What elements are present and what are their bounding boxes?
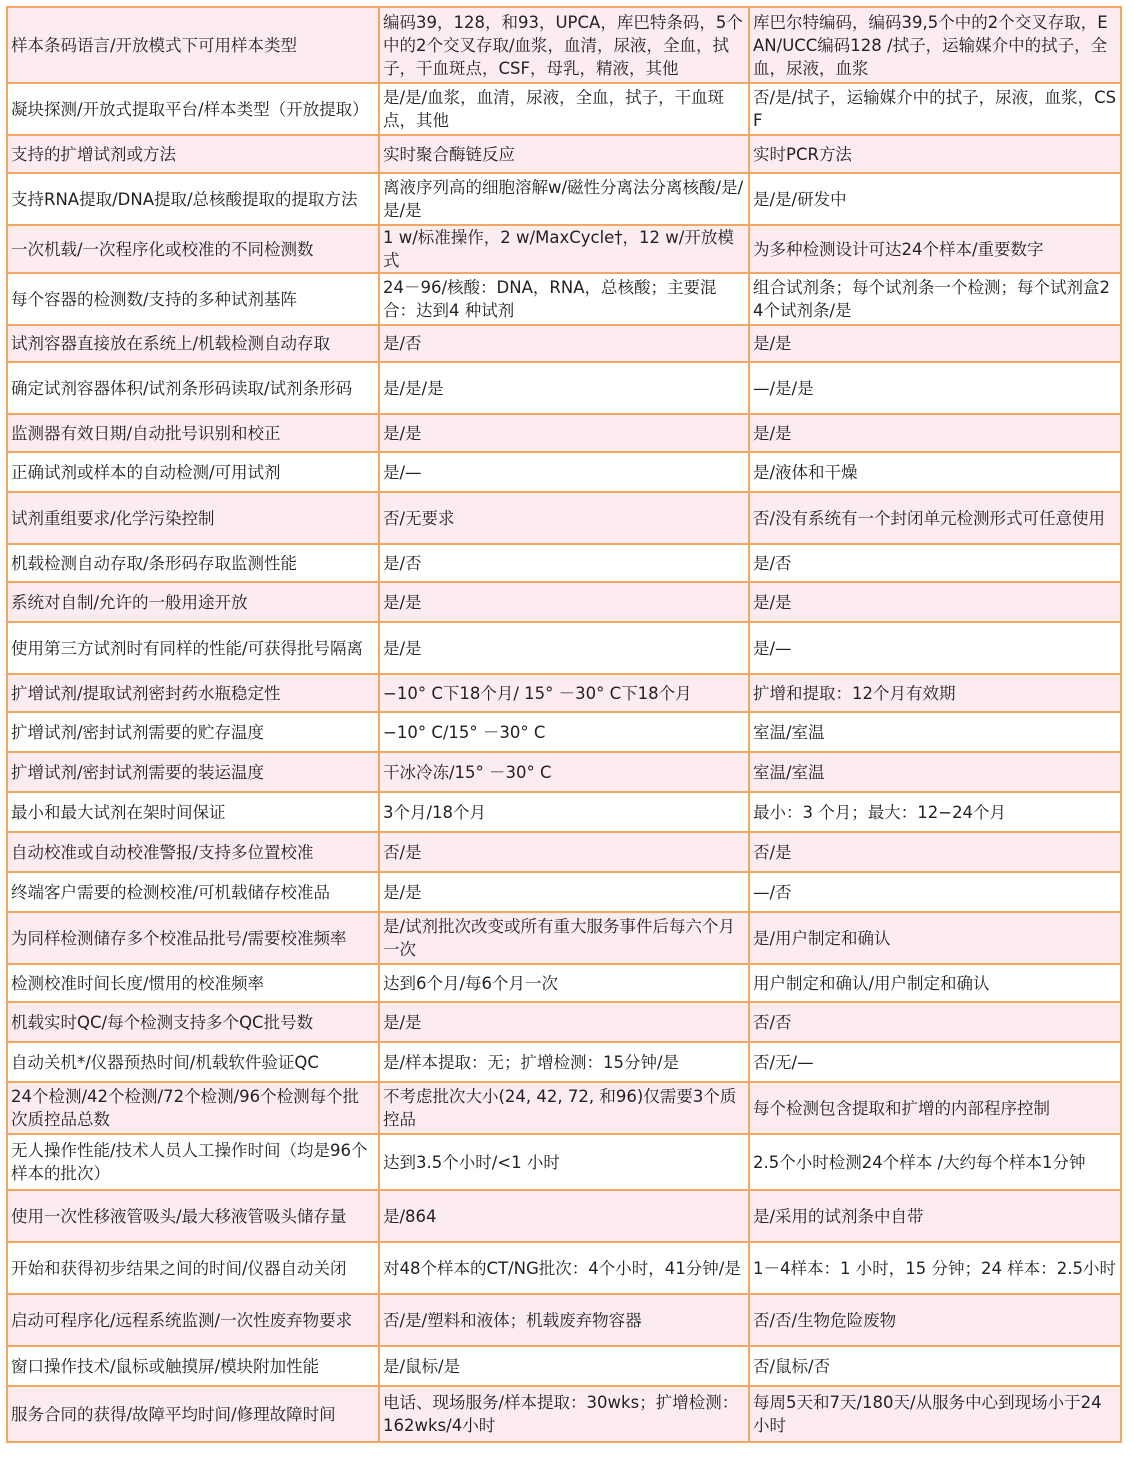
system-a-cell: 不考虑批次大小(24, 42, 72, 和96)仅需要3个质控品 [379, 1082, 749, 1134]
feature-cell: 为同样检测储存多个校准品批号/需要校准频率 [7, 912, 379, 964]
table-row [7, 792, 1121, 832]
table-row [7, 1002, 1121, 1042]
table-row [7, 7, 1121, 83]
table-row [7, 173, 1121, 225]
system-a-cell: 是/否 [379, 325, 749, 362]
feature-cell: 扩增试剂/密封试剂需要的装运温度 [7, 752, 379, 792]
feature-cell: 最小和最大试剂在架时间保证 [7, 792, 379, 832]
system-a-cell: 是/是 [379, 582, 749, 622]
system-a-cell: 是/否 [379, 544, 749, 582]
system-a-cell: 否/无要求 [379, 492, 749, 544]
table-row [7, 622, 1121, 674]
system-a-cell: 是/是/是 [379, 362, 749, 414]
feature-cell: 样本条码语言/开放模式下可用样本类型 [7, 7, 379, 83]
table-row [7, 492, 1121, 544]
system-a-cell: 达到3.5个小时/<1 小时 [379, 1134, 749, 1190]
table-row [7, 912, 1121, 964]
system-a-cell: 是/是/血浆，血清，尿液，全血，拭子，干血斑点，其他 [379, 83, 749, 135]
system-b-cell: 用户制定和确认/用户制定和确认 [749, 964, 1121, 1002]
system-a-cell: −10° C/15° －30° C [379, 712, 749, 752]
feature-cell: 支持的扩增试剂或方法 [7, 135, 379, 173]
feature-cell: 自动关机*/仪器预热时间/机载软件验证QC [7, 1042, 379, 1082]
table-row [7, 964, 1121, 1002]
feature-cell: 凝块探测/开放式提取平台/样本类型（开放提取） [7, 83, 379, 135]
system-a-cell: 电话、现场服务/样本提取：30wks；扩增检测：162wks/4小时 [379, 1386, 749, 1442]
feature-cell: 使用第三方试剂时有同样的性能/可获得批号隔离 [7, 622, 379, 674]
system-a-cell: −10° C下18个月/ 15° －30° C下18个月 [379, 674, 749, 712]
table-row [7, 674, 1121, 712]
table-row [7, 1082, 1121, 1134]
system-b-cell: 是/采用的试剂条中自带 [749, 1190, 1121, 1242]
table-body [7, 7, 1121, 1442]
feature-cell: 开始和获得初步结果之间的时间/仪器自动关闭 [7, 1242, 379, 1294]
system-a-cell: 否/是 [379, 832, 749, 872]
system-a-cell: 干冰冷冻/15° －30° C [379, 752, 749, 792]
feature-cell: 每个容器的检测数/支持的多种试剂基阵 [7, 273, 379, 325]
feature-cell: 支持RNA提取/DNA提取/总核酸提取的提取方法 [7, 173, 379, 225]
system-a-cell: 是/是 [379, 1002, 749, 1042]
table-row [7, 832, 1121, 872]
table-row [7, 452, 1121, 492]
system-b-cell: 为多种检测设计可达24个样本/重要数字 [749, 225, 1121, 273]
system-a-cell: 离液序列高的细胞溶解w/磁性分离法分离核酸/是/是/是 [379, 173, 749, 225]
system-b-cell: 是/液体和干燥 [749, 452, 1121, 492]
system-b-cell: 否/否 [749, 1002, 1121, 1042]
system-a-cell: 24－96/核酸：DNA，RNA，总核酸；主要混合：达到4 种试剂 [379, 273, 749, 325]
feature-cell: 正确试剂或样本的自动检测/可用试剂 [7, 452, 379, 492]
system-b-cell: 否/否/生物危险废物 [749, 1294, 1121, 1346]
feature-cell: 24个检测/42个检测/72个检测/96个检测每个批次质控品总数 [7, 1082, 379, 1134]
system-a-cell: 是/是 [379, 872, 749, 912]
system-b-cell: 每周5天和7天/180天/从服务中心到现场小于24小时 [749, 1386, 1121, 1442]
system-b-cell: 否/没有系统有一个封闭单元检测形式可任意使用 [749, 492, 1121, 544]
system-b-cell: 室温/室温 [749, 712, 1121, 752]
system-a-cell: 是/是 [379, 622, 749, 674]
system-a-cell: 是/864 [379, 1190, 749, 1242]
system-b-cell: 否/无/— [749, 1042, 1121, 1082]
table-row [7, 273, 1121, 325]
system-a-cell: 1 w/标准操作，2 w/MaxCycle†，12 w/开放模式 [379, 225, 749, 273]
system-b-cell: 每个检测包含提取和扩增的内部程序控制 [749, 1082, 1121, 1134]
system-b-cell: 库巴尔特编码，编码39,5个中的2个交叉存取，EAN/UCC编码128 /拭子，运输媒介中的拭子，全血，尿液，血浆 [749, 7, 1121, 83]
feature-cell: 监测器有效日期/自动批号识别和校正 [7, 414, 379, 452]
system-b-cell: 室温/室温 [749, 752, 1121, 792]
table-row [7, 325, 1121, 362]
feature-cell: 服务合同的获得/故障平均时间/修理故障时间 [7, 1386, 379, 1442]
feature-cell: 自动校准或自动校准警报/支持多位置校准 [7, 832, 379, 872]
table-row [7, 582, 1121, 622]
document-page [6, 6, 1120, 1443]
table-row [7, 1242, 1121, 1294]
table-row [7, 362, 1121, 414]
table-row [7, 225, 1121, 273]
table-row [7, 1042, 1121, 1082]
system-b-cell: 是/是 [749, 325, 1121, 362]
system-b-cell: —/是/是 [749, 362, 1121, 414]
table-row [7, 1346, 1121, 1386]
table-row [7, 544, 1121, 582]
feature-cell: 机载检测自动存取/条形码存取监测性能 [7, 544, 379, 582]
table-row [7, 712, 1121, 752]
comparison-table [6, 6, 1122, 1443]
feature-cell: 一次机载/一次程序化或校准的不同检测数 [7, 225, 379, 273]
system-a-cell: 达到6个月/每6个月一次 [379, 964, 749, 1002]
feature-cell: 确定试剂容器体积/试剂条形码读取/试剂条形码 [7, 362, 379, 414]
system-b-cell: 扩增和提取：12个月有效期 [749, 674, 1121, 712]
table-row [7, 83, 1121, 135]
system-a-cell: 对48个样本的CT/NG批次：4个小时，41分钟/是 [379, 1242, 749, 1294]
system-a-cell: 编码39，128，和93，UPCA，库巴特条码，5个中的2个交叉存取/血浆，血清，尿液，全血，拭子，干血斑点，CSF，母乳，精液，其他 [379, 7, 749, 83]
system-b-cell: 是/是/研发中 [749, 173, 1121, 225]
system-b-cell: 最小：3 个月；最大：12−24个月 [749, 792, 1121, 832]
system-b-cell: 是/是 [749, 582, 1121, 622]
table-row [7, 135, 1121, 173]
feature-cell: 试剂重组要求/化学污染控制 [7, 492, 379, 544]
feature-cell: 试剂容器直接放在系统上/机载检测自动存取 [7, 325, 379, 362]
system-b-cell: 是/是 [749, 414, 1121, 452]
feature-cell: 检测校准时间长度/惯用的校准频率 [7, 964, 379, 1002]
table-row [7, 872, 1121, 912]
feature-cell: 扩增试剂/密封试剂需要的贮存温度 [7, 712, 379, 752]
feature-cell: 扩增试剂/提取试剂密封药水瓶稳定性 [7, 674, 379, 712]
system-b-cell: 2.5个小时检测24个样本 /大约每个样本1分钟 [749, 1134, 1121, 1190]
system-b-cell: 是/否 [749, 544, 1121, 582]
feature-cell: 启动可程序化/远程系统监测/一次性废弃物要求 [7, 1294, 379, 1346]
system-a-cell: 3个月/18个月 [379, 792, 749, 832]
system-b-cell: 是/用户制定和确认 [749, 912, 1121, 964]
feature-cell: 使用一次性移液管吸头/最大移液管吸头储存量 [7, 1190, 379, 1242]
table-row [7, 1294, 1121, 1346]
system-b-cell: 否/是 [749, 832, 1121, 872]
table-row [7, 414, 1121, 452]
system-b-cell: 否/鼠标/否 [749, 1346, 1121, 1386]
feature-cell: 终端客户需要的检测校准/可机载储存校准品 [7, 872, 379, 912]
system-a-cell: 是/试剂批次改变或所有重大服务事件后每六个月一次 [379, 912, 749, 964]
system-b-cell: 实时PCR方法 [749, 135, 1121, 173]
feature-cell: 机载实时QC/每个检测支持多个QC批号数 [7, 1002, 379, 1042]
system-a-cell: 实时聚合酶链反应 [379, 135, 749, 173]
system-b-cell: —/否 [749, 872, 1121, 912]
system-a-cell: 否/是/塑料和液体；机载废弃物容器 [379, 1294, 749, 1346]
table-row [7, 752, 1121, 792]
system-b-cell: 是/— [749, 622, 1121, 674]
table-row [7, 1134, 1121, 1190]
feature-cell: 系统对自制/允许的一般用途开放 [7, 582, 379, 622]
table-row [7, 1190, 1121, 1242]
system-a-cell: 是/样本提取：无；扩增检测：15分钟/是 [379, 1042, 749, 1082]
system-a-cell: 是/— [379, 452, 749, 492]
system-b-cell: 组合试剂条；每个试剂条一个检测；每个试剂盒24个试剂条/是 [749, 273, 1121, 325]
table-row [7, 1386, 1121, 1442]
system-a-cell: 是/鼠标/是 [379, 1346, 749, 1386]
feature-cell: 窗口操作技术/鼠标或触摸屏/模块附加性能 [7, 1346, 379, 1386]
system-b-cell: 否/是/拭子，运输媒介中的拭子，尿液，血浆，CSF [749, 83, 1121, 135]
system-a-cell: 是/是 [379, 414, 749, 452]
feature-cell: 无人操作性能/技术人员人工操作时间（均是96个样本的批次） [7, 1134, 379, 1190]
system-b-cell: 1－4样本：1 小时，15 分钟；24 样本：2.5小时 [749, 1242, 1121, 1294]
